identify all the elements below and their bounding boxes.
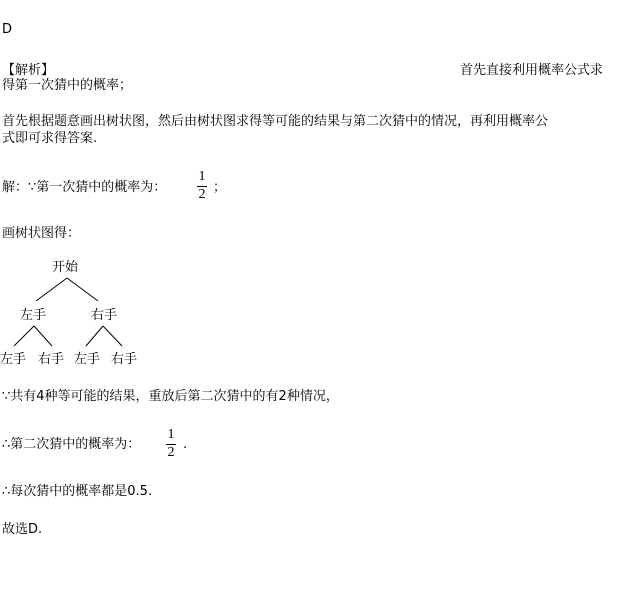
fraction-numerator: 1	[198, 169, 206, 184]
tree-node-left: 左手	[20, 308, 47, 323]
tree-edge	[34, 326, 52, 346]
tree-leaf: 左手	[74, 352, 101, 367]
tree-node-right: 右手	[91, 308, 118, 323]
analysis-paragraph-line-2: 式即可求得答案.	[2, 131, 98, 146]
answer-letter: D	[2, 22, 13, 37]
tree-edge	[67, 278, 98, 301]
fraction-numerator: 1	[167, 427, 175, 442]
second-probability-fraction	[165, 427, 177, 463]
tree-intro: 画树状图得：	[2, 226, 81, 241]
fraction-denominator: 2	[167, 445, 175, 460]
tree-edge	[14, 326, 34, 346]
outcomes-count-line: ∵共有4种等可能的结果，重放后第二次猜中的有2种情况，	[2, 389, 339, 404]
analysis-line-2: 得第一次猜中的概率；	[2, 78, 133, 93]
second-probability-prefix: ∴第二次猜中的概率为：	[2, 437, 141, 452]
tree-leaf: 左手	[0, 352, 27, 367]
first-probability-suffix: ；	[213, 180, 227, 195]
final-choice: 故选D.	[2, 522, 43, 537]
analysis-paragraph-line-1: 首先根据题意画出树状图，然后由树状图求得等可能的结果与第二次猜中的情况，再利用概率公	[2, 114, 549, 129]
tree-edge	[103, 326, 122, 346]
tree-root: 开始	[52, 260, 79, 275]
second-probability-suffix: .	[183, 437, 188, 452]
first-probability-prefix: 解：∵第一次猜中的概率为：	[2, 180, 167, 195]
tree-edge	[86, 326, 103, 346]
tree-edge	[36, 278, 67, 301]
conclusion-line: ∴每次猜中的概率都是0.5.	[2, 484, 153, 499]
fraction-denominator: 2	[198, 187, 206, 202]
analysis-right-text: 首先直接利用概率公式求	[460, 63, 604, 78]
tree-leaf: 右手	[111, 352, 138, 367]
tree-leaf: 右手	[38, 352, 65, 367]
analysis-heading: 【解析】	[2, 63, 55, 78]
